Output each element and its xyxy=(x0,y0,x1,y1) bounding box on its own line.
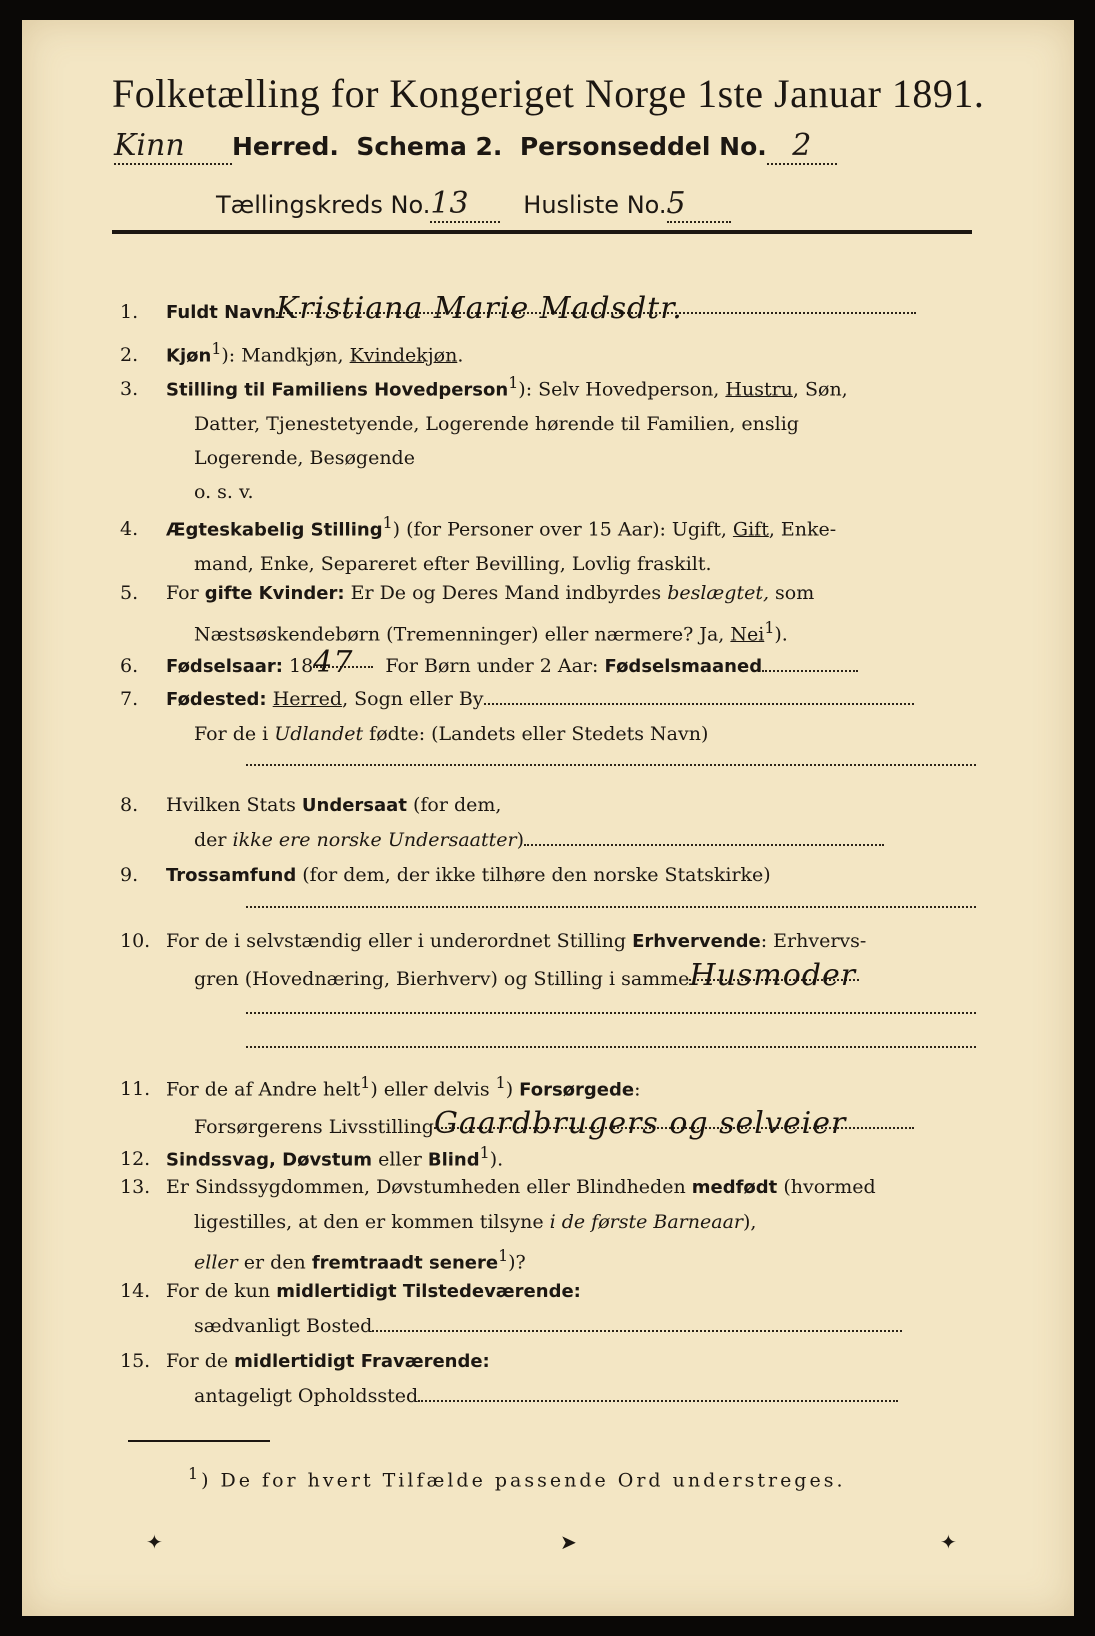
personseddel-value: 2 xyxy=(792,128,812,163)
question-text: sædvanligt Bosted xyxy=(194,1315,373,1337)
question-text: ) xyxy=(505,1078,520,1101)
question-15 xyxy=(120,1344,980,1413)
religion-field[interactable] xyxy=(246,906,976,908)
question-text: der xyxy=(194,829,233,851)
registration-mark-icon: ✦ xyxy=(146,1530,163,1554)
question-number: 14. xyxy=(120,1280,151,1302)
question-label: midlertidigt Fraværende: xyxy=(234,1351,490,1372)
question-text: . xyxy=(457,344,464,367)
question-number: 2. xyxy=(120,344,139,367)
question-number: 10. xyxy=(120,930,151,952)
question-text: Er Sindssygdommen, Døvstumheden eller Blindheden xyxy=(166,1176,692,1198)
question-1 xyxy=(120,292,980,330)
husliste-field[interactable] xyxy=(667,186,731,223)
question-text: )? xyxy=(508,1251,526,1274)
question-11 xyxy=(120,1066,980,1144)
question-text: Udlandet xyxy=(274,723,364,745)
question-text: som xyxy=(769,582,815,604)
question-number: 15. xyxy=(120,1350,151,1372)
question-number: 4. xyxy=(120,518,139,541)
question-number: 11. xyxy=(120,1078,151,1101)
question-number: 6. xyxy=(120,655,139,677)
selected-option[interactable]: Nei xyxy=(730,623,765,646)
footnote-ref: 1 xyxy=(211,339,222,358)
question-label: fremtraadt senere xyxy=(311,1252,499,1274)
question-label: gifte Kvinder: xyxy=(204,583,345,604)
question-4 xyxy=(120,506,980,581)
footnote-ref: 1 xyxy=(479,1143,490,1162)
personseddel-field[interactable] xyxy=(767,128,837,165)
herred-field[interactable] xyxy=(114,128,232,165)
selected-option[interactable]: Hustru xyxy=(725,378,793,401)
husliste-value: 5 xyxy=(666,186,686,221)
birth-year-field[interactable] xyxy=(313,645,373,680)
question-text: ligestilles, at den er kommen tilsyne xyxy=(194,1211,550,1233)
question-text: ) xyxy=(516,829,524,851)
kreds-husliste-line xyxy=(216,186,731,226)
question-text: beslægtet, xyxy=(667,582,770,604)
registration-mark-icon: ✦ xyxy=(940,1530,957,1554)
selected-option[interactable]: Gift xyxy=(732,518,769,541)
herred-value: Kinn xyxy=(114,128,185,163)
birth-month-field[interactable] xyxy=(762,650,858,672)
footnote-ref: 1 xyxy=(382,513,393,532)
herred-schema-line xyxy=(114,128,994,168)
question-text: fødte: (Landets eller Stedets Navn) xyxy=(363,723,709,745)
question-text: Forsørgerens Livsstilling xyxy=(194,1116,434,1139)
question-text: ). xyxy=(774,623,788,646)
question-number: 7. xyxy=(120,688,139,710)
question-label: Sindssvag, Døvstum xyxy=(166,1149,373,1171)
footnote-ref: 1 xyxy=(764,618,775,637)
question-text: ): Selv Hovedperson, xyxy=(518,378,726,401)
provider-occupation-field[interactable] xyxy=(433,1106,914,1142)
question-number: 5. xyxy=(120,582,139,604)
footnote-ref: 1 xyxy=(360,1073,371,1092)
question-text: , Sogn eller By xyxy=(342,688,484,710)
question-text: o. s. v. xyxy=(194,481,254,504)
year-prefix: 18 xyxy=(289,655,314,677)
question-text: , Enke- xyxy=(768,518,837,541)
question-label: Forsørgede xyxy=(519,1079,635,1101)
footnote-divider xyxy=(128,1440,270,1442)
foreign-birthplace-field[interactable] xyxy=(246,764,976,766)
question-text: ). xyxy=(489,1148,504,1171)
question-text: eller xyxy=(194,1251,238,1274)
question-number: 13. xyxy=(120,1176,151,1198)
question-text: For de af Andre helt xyxy=(166,1078,361,1101)
question-14 xyxy=(120,1274,980,1343)
footnote xyxy=(188,1464,846,1491)
question-label: Undersaat xyxy=(301,795,407,816)
question-text: For Børn under 2 Aar: xyxy=(385,655,605,677)
occupation-value: Husmoder xyxy=(689,958,857,993)
question-13 xyxy=(120,1170,980,1280)
citizenship-field[interactable] xyxy=(524,824,884,846)
question-text: ikke ere norske Undersaatter xyxy=(232,829,517,851)
question-6 xyxy=(120,646,980,684)
question-label: Fødested: xyxy=(166,689,267,710)
question-label: Fødselsaar: xyxy=(166,656,283,677)
footnote-ref: 1 xyxy=(188,1464,202,1483)
birth-year-value: 47 xyxy=(313,645,354,680)
question-9 xyxy=(120,858,980,893)
question-text: For de i selvstændig eller i underordnet Stilling xyxy=(166,930,633,952)
question-text: : Erhvervs- xyxy=(760,930,867,952)
question-10 xyxy=(120,924,980,996)
question-label: medfødt xyxy=(691,1177,778,1198)
schema-label: Schema 2. xyxy=(356,132,503,161)
name-value: Kristiana Marie Madsdtr. xyxy=(275,291,683,326)
question-text: For de kun xyxy=(166,1280,277,1302)
question-7 xyxy=(120,682,980,751)
question-number: 8. xyxy=(120,794,139,816)
taellingskreds-value: 13 xyxy=(430,186,469,221)
question-number: 3. xyxy=(120,378,139,401)
question-label: Trossamfund xyxy=(166,865,297,886)
question-text: ) eller delvis xyxy=(370,1078,496,1101)
question-text: mand, Enke, Separeret efter Bevilling, Lovlig fraskilt. xyxy=(194,553,712,576)
form-title: Folketælling for Kongeriget Norge 1ste Januar 1891. xyxy=(112,71,985,116)
footnote-ref: 1 xyxy=(498,1246,509,1265)
question-label: Blind xyxy=(427,1149,480,1171)
occupation-extra-field[interactable] xyxy=(246,1012,976,1014)
taellingskreds-field[interactable] xyxy=(430,186,500,223)
question-label: Stilling til Familiens Hovedperson xyxy=(166,379,509,401)
question-label: Fuldt Navn xyxy=(166,302,276,323)
question-label: Erhvervende xyxy=(632,931,761,952)
question-text: Næstsøskendebørn (Tremenninger) eller nærmere? Ja, xyxy=(194,623,731,646)
provider-occupation-value: Gaardbrugers og selveier xyxy=(433,1106,847,1142)
question-text: Datter, Tjenestetyende, Logerende hørende til Familien, enslig xyxy=(194,413,799,436)
question-text: Er De og Deres Mand indbyrdes xyxy=(344,582,668,604)
question-text: ) (for Personer over 15 Aar): Ugift, xyxy=(392,518,733,541)
husliste-label: Husliste No. xyxy=(523,191,667,219)
name-field[interactable] xyxy=(275,291,916,326)
question-text: For de i xyxy=(194,723,275,745)
selected-option[interactable]: Kvindekjøn xyxy=(349,344,458,367)
question-text: (hvormed xyxy=(777,1176,876,1198)
question-label: Fødselsmaaned xyxy=(604,656,763,677)
taellingskreds-label: Tællingskreds No. xyxy=(216,191,431,219)
birthplace-field[interactable] xyxy=(484,683,914,705)
question-text: i de første Barneaar xyxy=(549,1211,743,1233)
question-text: Logerende, Besøgende xyxy=(194,447,415,470)
question-text: eller xyxy=(372,1148,428,1171)
question-text: For xyxy=(166,582,205,604)
occupation-field[interactable] xyxy=(689,958,859,993)
question-text: antageligt Opholdssted xyxy=(194,1385,419,1407)
question-8 xyxy=(120,788,980,857)
question-text: , Søn, xyxy=(792,378,848,401)
question-number: 9. xyxy=(120,864,139,886)
header-divider xyxy=(112,230,972,234)
question-text: er den xyxy=(237,1251,312,1274)
footnote-text: ) De for hvert Tilfælde passende Ord understreges. xyxy=(201,1469,846,1492)
occupation-extra-field[interactable] xyxy=(246,1046,976,1048)
question-text: (for dem, xyxy=(406,794,502,816)
question-number: 1. xyxy=(120,301,139,323)
registration-mark-icon: ➤ xyxy=(560,1530,577,1554)
question-label: midlertidigt Tilstedeværende: xyxy=(276,1281,581,1302)
question-3 xyxy=(120,366,980,509)
question-text: gren (Hovednæring, Bierhverv) og Stilling i samme xyxy=(194,968,690,990)
herred-label: Herred. xyxy=(232,132,339,161)
selected-option[interactable]: Herred xyxy=(272,688,343,710)
question-text: ): Mandkjøn, xyxy=(221,344,350,367)
question-5 xyxy=(120,576,980,651)
question-text: For de xyxy=(166,1350,235,1372)
footnote-ref: 1 xyxy=(495,1073,506,1092)
question-number: 12. xyxy=(120,1148,151,1171)
question-label: Kjøn xyxy=(166,345,212,367)
probable-residence-field[interactable] xyxy=(418,1380,898,1402)
question-label: Ægteskabelig Stilling xyxy=(166,519,383,541)
footnote-ref: 1 xyxy=(508,373,519,392)
personseddel-label: Personseddel No. xyxy=(519,132,767,161)
question-text: ), xyxy=(743,1211,757,1233)
question-text: Hvilken Stats xyxy=(166,794,302,816)
usual-residence-field[interactable] xyxy=(372,1310,902,1332)
question-text: : xyxy=(634,1078,641,1101)
question-text: (for dem, der ikke tilhøre den norske Statskirke) xyxy=(296,864,771,886)
